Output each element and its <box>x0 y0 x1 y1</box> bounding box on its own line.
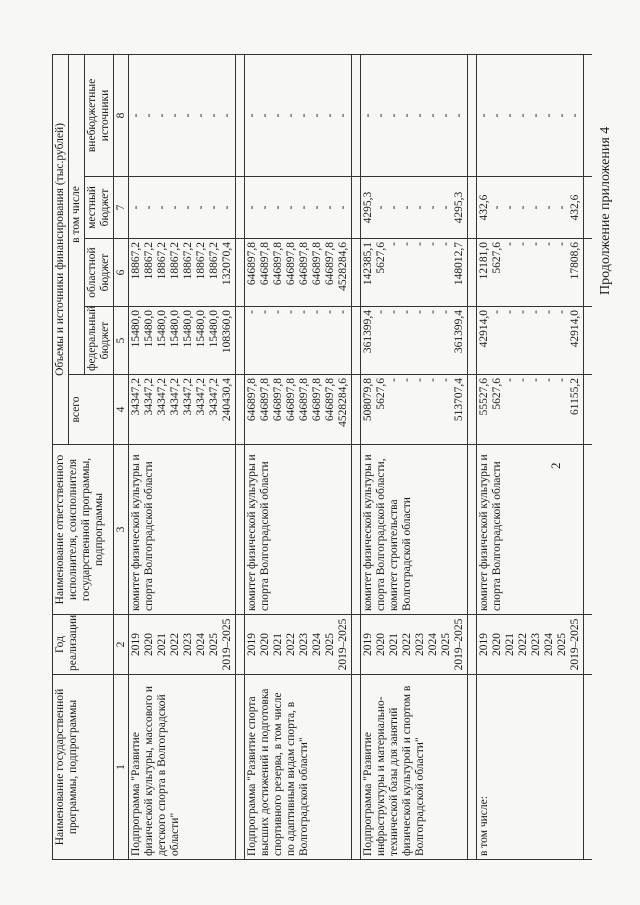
value-cell: 513707,4 <box>453 378 466 422</box>
extra-values <box>361 54 468 176</box>
col-number: 4 <box>113 375 129 445</box>
value-cell: 646897,8 <box>298 378 311 422</box>
value-cell: - <box>285 310 298 314</box>
value-cell: - <box>272 205 285 210</box>
federal-values <box>129 307 236 375</box>
value-cell: 4528284,6 <box>337 242 350 291</box>
value-cell: - <box>543 205 556 210</box>
value-cell: 15480,0 <box>195 310 208 348</box>
value-cell: 5627,6 <box>375 242 388 274</box>
section-row <box>477 54 584 859</box>
federal-values <box>245 307 352 375</box>
value-cell: - <box>414 310 427 314</box>
value-cell: - <box>246 113 259 118</box>
value-cell: 15480,0 <box>182 310 195 348</box>
value-cell: - <box>388 205 401 210</box>
value-cell: - <box>324 205 337 210</box>
extra-values <box>129 54 236 176</box>
value-cell: 646897,8 <box>259 378 272 422</box>
value-cell: - <box>401 205 414 210</box>
section-spacer <box>584 54 593 859</box>
value-cell: - <box>504 310 517 314</box>
header-federal: федеральный бюджет <box>84 307 113 375</box>
value-cell: - <box>208 113 221 118</box>
col-number: 5 <box>113 307 129 375</box>
value-cell: 15480,0 <box>169 310 182 348</box>
header-regional: областной бюджет <box>84 239 113 307</box>
total-values <box>129 375 236 445</box>
executor-text: комитет физической культуры и спорта Волгоградской области <box>245 445 352 615</box>
value-cell: - <box>504 378 517 382</box>
value-cell: 2025 <box>324 633 337 656</box>
value-cell: 18867,2 <box>156 242 169 280</box>
value-cell: 142385,1 <box>362 242 375 286</box>
value-cell: 2023 <box>182 633 195 656</box>
value-cell: - <box>504 113 517 118</box>
value-cell: 4295,3 <box>362 191 375 224</box>
value-cell: - <box>427 310 440 314</box>
value-cell: - <box>427 205 440 210</box>
total-values <box>477 375 584 445</box>
value-cell: - <box>530 242 543 246</box>
value-cell: 646897,8 <box>298 242 311 286</box>
value-cell: 646897,8 <box>285 242 298 286</box>
value-cell: 2022 <box>517 633 530 656</box>
value-cell: - <box>375 205 388 210</box>
value-cell: - <box>375 113 388 118</box>
value-cell: 5627,6 <box>375 378 388 410</box>
value-cell: 132070,4 <box>221 242 234 286</box>
value-cell: 2019–2025 <box>569 618 582 671</box>
value-cell: 2022 <box>285 633 298 656</box>
value-cell: - <box>517 113 530 118</box>
value-cell: - <box>259 113 272 118</box>
year-values <box>129 615 236 675</box>
header-extra: внебюджетные источники <box>84 54 113 176</box>
value-cell: 646897,8 <box>324 242 337 286</box>
value-cell: - <box>440 310 453 314</box>
value-cell: - <box>156 113 169 118</box>
value-cell: - <box>143 205 156 210</box>
value-cell: - <box>543 310 556 314</box>
value-cell: 2022 <box>401 633 414 656</box>
value-cell: 508079,8 <box>362 378 375 422</box>
section-spacer <box>352 54 361 859</box>
local-values <box>361 177 468 239</box>
header-year: Год реализации <box>53 615 114 675</box>
value-cell: - <box>427 242 440 246</box>
column-number-row <box>113 54 129 859</box>
federal-values <box>361 307 468 375</box>
value-cell: - <box>543 378 556 382</box>
value-cell: - <box>298 310 311 314</box>
value-cell: - <box>388 310 401 314</box>
value-cell: 2021 <box>156 633 169 656</box>
value-cell: - <box>401 310 414 314</box>
section-row <box>361 54 468 859</box>
federal-values <box>477 307 584 375</box>
value-cell: - <box>337 310 350 314</box>
value-cell: - <box>556 205 569 210</box>
value-cell: - <box>556 378 569 382</box>
value-cell: 55527,6 <box>478 378 491 416</box>
section-row <box>245 54 352 859</box>
value-cell: - <box>401 378 414 382</box>
value-cell: - <box>556 113 569 118</box>
program-name: в том числе: <box>477 675 584 860</box>
value-cell: - <box>440 242 453 246</box>
value-cell: - <box>414 113 427 118</box>
value-cell: 361399,4 <box>362 310 375 354</box>
value-cell: - <box>388 242 401 246</box>
value-cell: 2024 <box>543 633 556 656</box>
value-cell: - <box>208 205 221 210</box>
value-cell: - <box>504 205 517 210</box>
value-cell: - <box>375 310 388 314</box>
year-values <box>361 615 468 675</box>
value-cell: 2025 <box>556 633 569 656</box>
value-cell: - <box>337 205 350 210</box>
value-cell: - <box>324 113 337 118</box>
regional-values <box>245 239 352 307</box>
value-cell: - <box>285 205 298 210</box>
total-values <box>361 375 468 445</box>
value-cell: - <box>388 113 401 118</box>
value-cell: 34347,2 <box>195 378 208 416</box>
value-cell: 15480,0 <box>208 310 221 348</box>
value-cell: 34347,2 <box>208 378 221 416</box>
value-cell: 2020 <box>143 633 156 656</box>
value-cell: - <box>440 378 453 382</box>
program-name: Подпрограмма "Развитие спорта высших достижений и подготовка спортивного резерва, в том числе по адаптивным видам спорта, в Волгоградской области" <box>245 675 352 860</box>
value-cell: - <box>221 205 234 210</box>
value-cell: - <box>169 205 182 210</box>
value-cell: 2021 <box>504 633 517 656</box>
value-cell: 2024 <box>427 633 440 656</box>
year-values <box>477 615 584 675</box>
header-local: местный бюджет <box>84 177 113 239</box>
value-cell: 2019–2025 <box>221 618 234 671</box>
value-cell: - <box>246 310 259 314</box>
value-cell: 2020 <box>491 633 504 656</box>
local-values <box>245 177 352 239</box>
header-total: всего <box>68 375 113 445</box>
value-cell: - <box>517 310 530 314</box>
value-cell: 18867,2 <box>130 242 143 280</box>
header-including: в том числе <box>68 54 84 374</box>
value-cell: - <box>298 205 311 210</box>
header-program-name: Наименование государственной программы, подпрограммы <box>53 675 114 860</box>
header-funding: Объемы и источники финансирования (тыс.рублей) <box>53 54 69 444</box>
value-cell: - <box>272 310 285 314</box>
value-cell: 18867,2 <box>195 242 208 280</box>
value-cell: 646897,8 <box>324 378 337 422</box>
value-cell: 240430,4 <box>221 378 234 422</box>
executor-text: комитет физической культуры и спорта Волгоградской области <box>477 445 584 615</box>
value-cell: - <box>272 113 285 118</box>
extra-values <box>245 54 352 176</box>
value-cell: 34347,2 <box>130 378 143 416</box>
value-cell: - <box>311 310 324 314</box>
value-cell: - <box>311 113 324 118</box>
value-cell: 15480,0 <box>130 310 143 348</box>
value-cell: 361399,4 <box>453 310 466 354</box>
value-cell: 2025 <box>208 633 221 656</box>
value-cell: - <box>530 310 543 314</box>
value-cell: 2024 <box>311 633 324 656</box>
value-cell: 18867,2 <box>169 242 182 280</box>
value-cell: 61155,2 <box>569 378 582 415</box>
executor-text: комитет физической культуры и спорта Волгоградской области <box>129 445 236 615</box>
value-cell: - <box>362 113 375 118</box>
value-cell: - <box>337 113 350 118</box>
value-cell: - <box>491 310 504 314</box>
value-cell: - <box>246 205 259 210</box>
value-cell: 5627,6 <box>491 242 504 274</box>
value-cell: - <box>491 205 504 210</box>
value-cell: - <box>169 113 182 118</box>
value-cell: 17808,6 <box>569 242 582 280</box>
value-cell: 2021 <box>388 633 401 656</box>
program-name: Подпрограмма "Развитие инфраструктуры и материально-технической базы для занятий физической культурой и спортом в Волгоградской области" <box>361 675 468 860</box>
value-cell: - <box>414 242 427 246</box>
value-cell: - <box>440 205 453 210</box>
value-cell: - <box>427 113 440 118</box>
value-cell: 646897,8 <box>246 242 259 286</box>
value-cell: - <box>221 113 234 118</box>
value-cell: 432,6 <box>478 194 491 221</box>
executor-text: комитет физической культуры и спорта Волгоградской области, комитет строительства Волгоградской области <box>361 445 468 615</box>
value-cell: 18867,2 <box>208 242 221 280</box>
total-values <box>245 375 352 445</box>
value-cell: - <box>556 242 569 246</box>
value-cell: - <box>324 310 337 314</box>
value-cell: - <box>414 378 427 382</box>
value-cell: 18867,2 <box>143 242 156 280</box>
value-cell: 42914,0 <box>569 310 582 348</box>
value-cell: 2019–2025 <box>453 618 466 671</box>
value-cell: 2019 <box>130 633 143 656</box>
value-cell: 2024 <box>195 633 208 656</box>
year-values <box>245 615 352 675</box>
value-cell: 646897,8 <box>311 242 324 286</box>
value-cell: - <box>427 378 440 382</box>
value-cell: 2021 <box>272 633 285 656</box>
value-cell: 4295,3 <box>453 191 466 224</box>
value-cell: 2020 <box>375 633 388 656</box>
value-cell: 4528284,6 <box>337 378 350 427</box>
value-cell: 2023 <box>530 633 543 656</box>
col-number: 6 <box>113 239 129 307</box>
value-cell: 2022 <box>169 633 182 656</box>
value-cell: - <box>182 205 195 210</box>
value-cell: - <box>543 242 556 246</box>
value-cell: - <box>530 113 543 118</box>
value-cell: 5627,6 <box>491 378 504 410</box>
col-number: 7 <box>113 177 129 239</box>
value-cell: 2019 <box>362 633 375 656</box>
value-cell: 2019 <box>246 633 259 656</box>
col-number: 8 <box>113 54 129 176</box>
value-cell: 34347,2 <box>182 378 195 416</box>
value-cell: - <box>143 113 156 118</box>
section-spacer <box>468 54 477 859</box>
value-cell: - <box>517 242 530 246</box>
value-cell: - <box>259 205 272 210</box>
header-executor: Наименование ответственного исполнителя, соисполнителя государственной программы, подпрограммы <box>53 445 114 615</box>
value-cell: 2023 <box>298 633 311 656</box>
value-cell: - <box>414 205 427 210</box>
value-cell: - <box>388 378 401 382</box>
value-cell: - <box>195 113 208 118</box>
value-cell: 2023 <box>414 633 427 656</box>
value-cell: - <box>130 205 143 210</box>
value-cell: 42914,0 <box>478 310 491 348</box>
value-cell: - <box>543 113 556 118</box>
value-cell: 108360,0 <box>221 310 234 354</box>
value-cell: 646897,8 <box>272 378 285 422</box>
value-cell: 2020 <box>259 633 272 656</box>
value-cell: 15480,0 <box>156 310 169 348</box>
regional-values <box>129 239 236 307</box>
value-cell: - <box>517 205 530 210</box>
value-cell: - <box>517 378 530 382</box>
regional-values <box>477 239 584 307</box>
value-cell: - <box>311 205 324 210</box>
page-number: 2 <box>548 462 563 469</box>
value-cell: - <box>401 242 414 246</box>
funding-table <box>52 54 592 860</box>
value-cell: - <box>440 113 453 118</box>
local-values <box>129 177 236 239</box>
value-cell: 646897,8 <box>285 378 298 422</box>
value-cell: - <box>569 113 582 118</box>
section-row <box>129 54 236 859</box>
value-cell: - <box>285 113 298 118</box>
value-cell: 18867,2 <box>182 242 195 280</box>
value-cell: - <box>156 205 169 210</box>
value-cell: 148012,7 <box>453 242 466 286</box>
regional-values <box>361 239 468 307</box>
value-cell: - <box>556 310 569 314</box>
value-cell: - <box>195 205 208 210</box>
table-body <box>129 54 593 859</box>
value-cell: - <box>401 113 414 118</box>
value-cell: 2025 <box>440 633 453 656</box>
value-cell: 15480,0 <box>143 310 156 348</box>
value-cell: - <box>530 205 543 210</box>
col-number: 2 <box>113 615 129 675</box>
value-cell: - <box>453 113 466 118</box>
value-cell: - <box>130 113 143 118</box>
value-cell: - <box>491 113 504 118</box>
extra-values <box>477 54 584 176</box>
value-cell: 2019–2025 <box>337 618 350 671</box>
value-cell: 432,6 <box>569 194 582 221</box>
value-cell: - <box>259 310 272 314</box>
value-cell: - <box>530 378 543 382</box>
continuation-title: Продолжение приложения 4 <box>598 126 613 295</box>
section-spacer <box>236 54 245 859</box>
value-cell: - <box>478 113 491 118</box>
col-number: 3 <box>113 445 129 615</box>
value-cell: - <box>504 242 517 246</box>
value-cell: 646897,8 <box>259 242 272 286</box>
program-name: Подпрограмма "Развитие физической культуры, массового и детского спорта в Волгоградской области" <box>129 675 236 860</box>
value-cell: 34347,2 <box>156 378 169 416</box>
value-cell: 646897,8 <box>272 242 285 286</box>
value-cell: 34347,2 <box>143 378 156 416</box>
value-cell: 2019 <box>478 633 491 656</box>
value-cell: 34347,2 <box>169 378 182 416</box>
value-cell: - <box>298 113 311 118</box>
value-cell: 12181,0 <box>478 242 491 280</box>
local-values <box>477 177 584 239</box>
value-cell: 646897,8 <box>311 378 324 422</box>
value-cell: 646897,8 <box>246 378 259 422</box>
col-number: 1 <box>113 675 129 860</box>
value-cell: - <box>182 113 195 118</box>
